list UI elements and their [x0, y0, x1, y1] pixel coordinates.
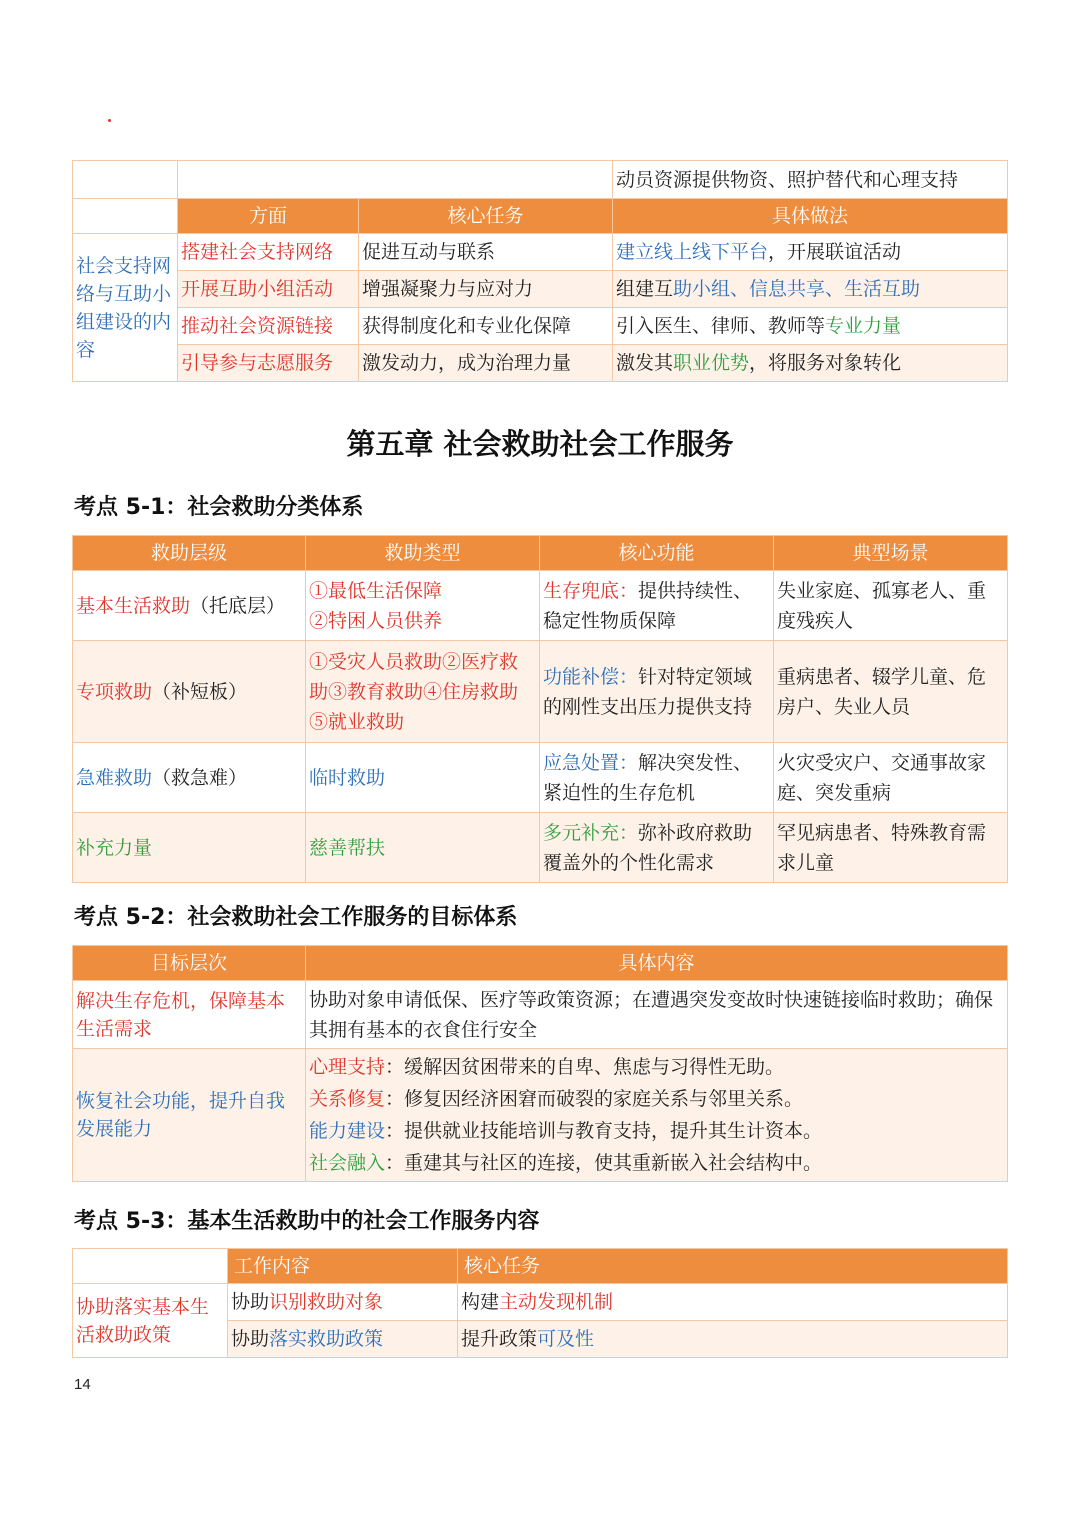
header-work-content: 工作内容: [228, 1249, 458, 1284]
section-title-5-2: 考点 5-2：社会救助社会工作服务的目标体系: [74, 905, 518, 930]
scene-cell: 重病患者、辍学儿童、危房户、失业人员: [774, 641, 1008, 743]
aspect-cell: 搭建社会支持网络: [178, 234, 359, 271]
type-cell: 临时救助: [306, 743, 540, 813]
level-cell: 补充力量: [73, 813, 306, 883]
function-cell: 功能补偿：针对特定领域的刚性支出压力提供支持: [540, 641, 774, 743]
goal-line: 关系修复：修复因经济困窘而破裂的家庭关系与邻里关系。: [309, 1088, 804, 1110]
type-cell: 慈善帮扶: [306, 813, 540, 883]
page-number: 14: [74, 1376, 91, 1393]
level-cell: 基本生活救助（托底层）: [73, 571, 306, 641]
header-type: 救助类型: [306, 536, 540, 571]
goal-system-table: [72, 945, 1008, 1182]
header-goal-level: 目标层次: [73, 946, 306, 981]
goal-level-cell: 恢复社会功能，提升自我发展能力: [73, 1049, 306, 1182]
level-cell: 专项救助（补短板）: [73, 641, 306, 743]
goal-content-cell: 协助对象申请低保、医疗等政策资源；在遭遇突发变故时快速链接临时救助；确保其拥有基本的衣食住行安全: [306, 981, 1008, 1049]
type-cell: ①受灾人员救助②医疗救助③教育救助④住房救助⑤就业救助: [306, 641, 540, 743]
section-title-5-3: 考点 5-3：基本生活救助中的社会工作服务内容: [74, 1209, 540, 1234]
practice-cell: 建立线上线下平台，开展联谊活动: [613, 234, 1008, 271]
task-cell: 激发动力，成为治理力量: [359, 345, 613, 382]
blank-header: [73, 1249, 228, 1284]
red-dot-mark: [108, 119, 111, 122]
blank-header: [73, 199, 178, 234]
header-core-task: 核心任务: [458, 1249, 1008, 1284]
empty-cell: [73, 161, 178, 199]
task-cell: 提升政策可及性: [458, 1321, 1008, 1358]
empty-cell: [178, 161, 613, 199]
basic-living-service-table: [72, 1248, 1008, 1358]
header-scene: 典型场景: [774, 536, 1008, 571]
goal-line: 能力建设：提供就业技能培训与教育支持，提升其生计资本。: [309, 1120, 823, 1142]
header-task: 核心任务: [359, 199, 613, 234]
task-cell: 构建主动发现机制: [458, 1284, 1008, 1321]
goal-line: 心理支持：缓解因贫困带来的自卑、焦虑与习得性无助。: [309, 1056, 785, 1078]
practice-cell: 组建互助小组、信息共享、生活互助: [613, 271, 1008, 308]
goal-level-cell: 解决生存危机，保障基本生活需求: [73, 981, 306, 1049]
header-practice: 具体做法: [613, 199, 1008, 234]
goal-content-cell: [306, 1049, 1008, 1182]
type-cell: ①最低生活保障 ②特困人员供养: [306, 571, 540, 641]
task-cell: 获得制度化和专业化保障: [359, 308, 613, 345]
scene-cell: 火灾受灾户、交通事故家庭、突发重病: [774, 743, 1008, 813]
header-aspect: 方面: [178, 199, 359, 234]
function-cell: 生存兜底：提供持续性、稳定性物质保障: [540, 571, 774, 641]
function-cell: 应急处置：解决突发性、紧迫性的生存危机: [540, 743, 774, 813]
support-network-table: [72, 160, 1008, 382]
chapter-title: 第五章 社会救助社会工作服务: [346, 427, 734, 461]
practice-cell: 激发其职业优势，将服务对象转化: [613, 345, 1008, 382]
continued-text: 动员资源提供物资、照护替代和心理支持: [613, 161, 1008, 199]
aspect-cell: 开展互助小组活动: [178, 271, 359, 308]
row-label: 社会支持网络与互助小组建设的内容: [73, 234, 178, 382]
task-cell: 促进互动与联系: [359, 234, 613, 271]
assistance-classification-table: [72, 535, 1008, 883]
section-title-5-1: 考点 5-1：社会救助分类体系: [74, 495, 364, 520]
header-function: 核心功能: [540, 536, 774, 571]
function-cell: 多元补充：弥补政府救助覆盖外的个性化需求: [540, 813, 774, 883]
aspect-cell: 推动社会资源链接: [178, 308, 359, 345]
goal-line: 社会融入：重建其与社区的连接，使其重新嵌入社会结构中。: [309, 1152, 823, 1174]
task-cell: 增强凝聚力与应对力: [359, 271, 613, 308]
aspect-cell: 引导参与志愿服务: [178, 345, 359, 382]
scene-cell: 失业家庭、孤寡老人、重度残疾人: [774, 571, 1008, 641]
header-content: 具体内容: [306, 946, 1008, 981]
level-cell: 急难救助（救急难）: [73, 743, 306, 813]
work-cell: 协助落实救助政策: [228, 1321, 458, 1358]
scene-cell: 罕见病患者、特殊教育需求儿童: [774, 813, 1008, 883]
practice-cell: 引入医生、律师、教师等专业力量: [613, 308, 1008, 345]
row-label: 协助落实基本生活救助政策: [73, 1284, 228, 1358]
header-level: 救助层级: [73, 536, 306, 571]
work-cell: 协助识别救助对象: [228, 1284, 458, 1321]
